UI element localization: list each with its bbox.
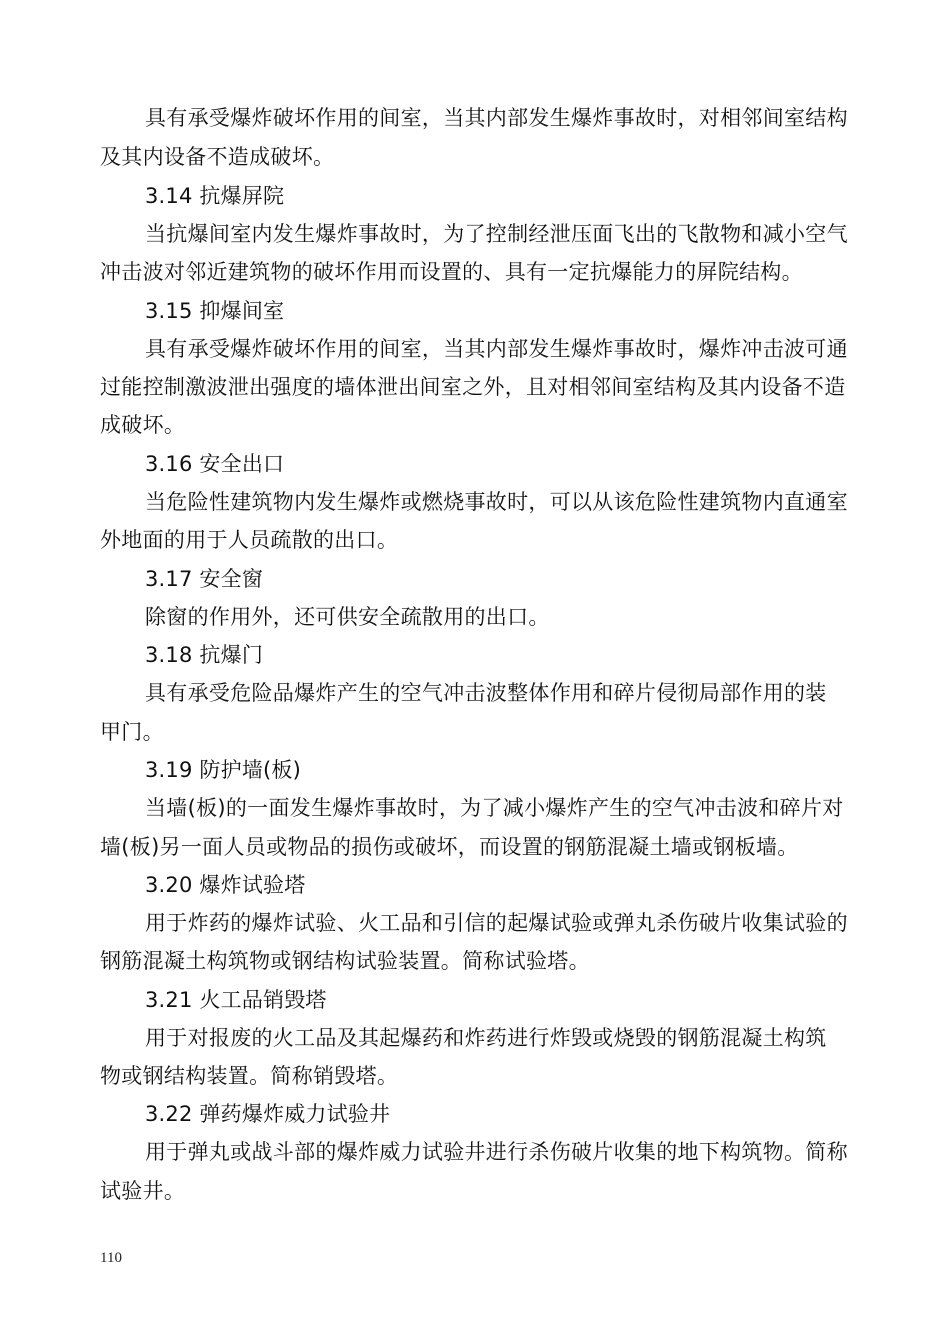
section-heading: 3.21 火工品销毁塔 [145, 988, 327, 1012]
paragraph-line: 甲门。 [100, 720, 164, 744]
paragraph-line: 当危险性建筑物内发生爆炸或燃烧事故时，可以从该危险性建筑物内直通室 [145, 490, 848, 514]
paragraph-line: 物或钢结构装置。简称销毁塔。 [100, 1064, 399, 1088]
section-heading: 3.19 防护墙(板) [145, 758, 302, 782]
paragraph-line: 钢筋混凝土构筑物或钢结构试验装置。简称试验塔。 [100, 949, 590, 973]
paragraph-line: 过能控制激波泄出强度的墙体泄出间室之外，且对相邻间室结构及其内设备不造 [100, 375, 846, 399]
section-heading: 3.22 弹药爆炸威力试验井 [145, 1102, 391, 1126]
paragraph-line: 成破坏。 [100, 413, 186, 437]
paragraph-line: 试验井。 [100, 1179, 186, 1203]
paragraph-line: 具有承受爆炸破坏作用的间室，当其内部发生爆炸事故时，爆炸冲击波可通 [145, 337, 848, 361]
paragraph-line: 外地面的用于人员疏散的出口。 [100, 528, 399, 552]
paragraph-line: 具有承受危险品爆炸产生的空气冲击波整体作用和碎片侵彻局部作用的装 [145, 681, 827, 705]
section-heading: 3.18 抗爆门 [145, 643, 264, 667]
paragraph-line: 用于炸药的爆炸试验、火工品和引信的起爆试验或弹丸杀伤破片收集试验的 [145, 911, 848, 935]
section-heading: 3.16 安全出口 [145, 452, 285, 476]
paragraph-line: 具有承受爆炸破坏作用的间室，当其内部发生爆炸事故时，对相邻间室结构 [145, 106, 848, 130]
paragraph-line: 墙(板)另一面人员或物品的损伤或破坏，而设置的钢筋混凝土墙或钢板墙。 [100, 835, 799, 859]
paragraph-line: 当抗爆间室内发生爆炸事故时，为了控制经泄压面飞出的飞散物和减小空气 [145, 222, 848, 246]
paragraph-line: 除窗的作用外，还可供安全疏散用的出口。 [145, 605, 550, 629]
section-heading: 3.17 安全窗 [145, 567, 264, 591]
section-heading: 3.20 爆炸试验塔 [145, 873, 306, 897]
paragraph-line: 冲击波对邻近建筑物的破坏作用而设置的、具有一定抗爆能力的屏院结构。 [100, 260, 803, 284]
paragraph-line: 用于对报废的火工品及其起爆药和炸药进行炸毁或烧毁的钢筋混凝土构筑 [145, 1026, 827, 1050]
section-heading: 3.15 抑爆间室 [145, 299, 285, 323]
paragraph-line: 用于弹丸或战斗部的爆炸威力试验井进行杀伤破片收集的地下构筑物。简称 [145, 1140, 848, 1164]
section-heading: 3.14 抗爆屏院 [145, 184, 285, 208]
paragraph-line: 当墙(板)的一面发生爆炸事故时，为了减小爆炸产生的空气冲击波和碎片对 [145, 796, 844, 820]
paragraph-line: 及其内设备不造成破坏。 [100, 145, 335, 169]
page-number: 110 [100, 1250, 122, 1266]
